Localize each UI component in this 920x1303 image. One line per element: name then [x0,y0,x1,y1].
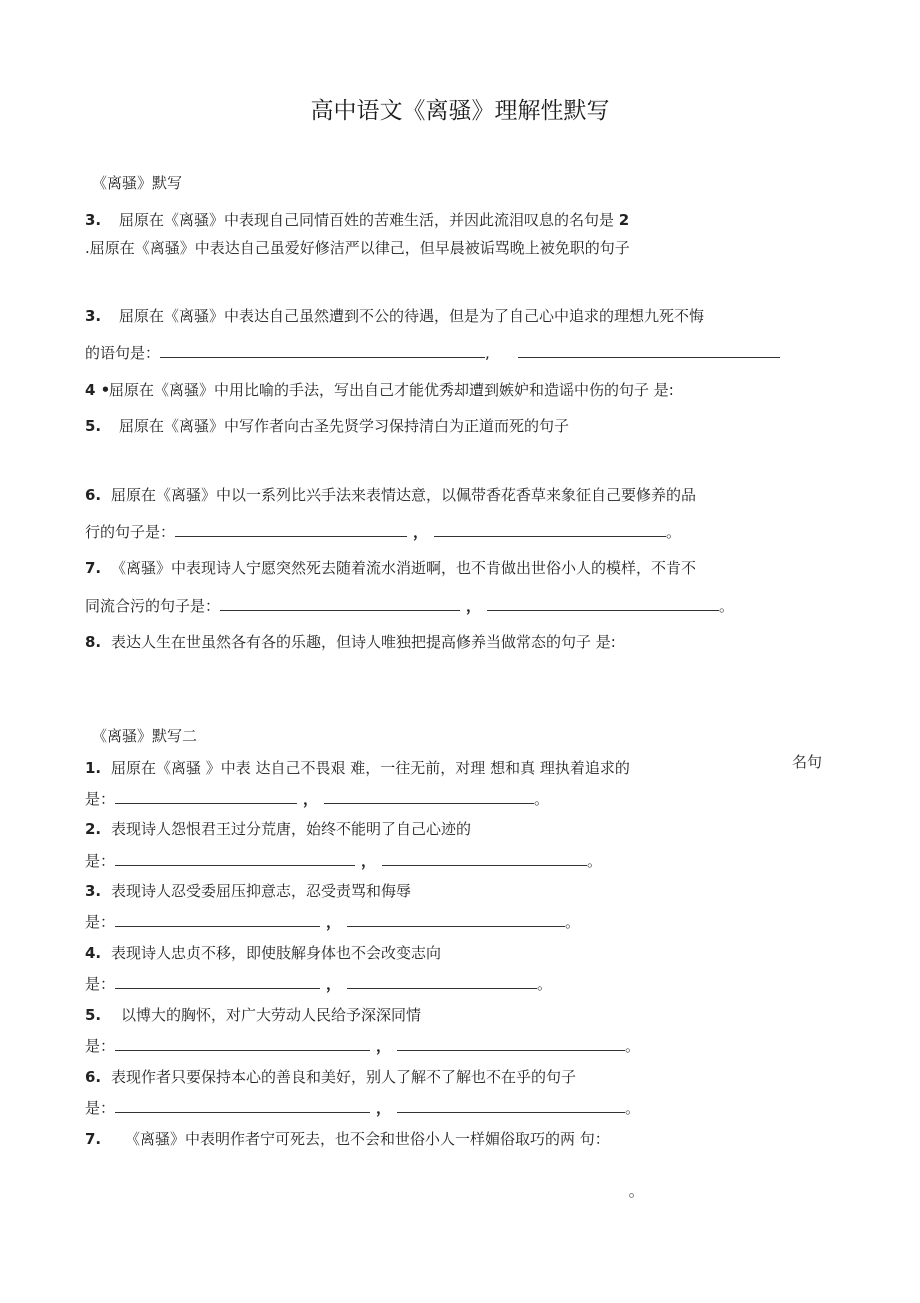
question-number: 3. [85,307,102,325]
question-text: 屈原在《离骚》中表现自己同情百姓的苦难生活，并因此流泪叹息的名句是 [119,211,615,229]
answer-blank[interactable] [382,851,587,866]
answer-prefix: 行的句子是： [85,523,176,541]
answer-blank[interactable] [115,974,320,989]
question-number: 6. [85,486,102,504]
question-text: 表现诗人怨恨君王过分荒唐，始终不能明了自己心迹的 [111,820,472,838]
separator: ， [361,852,377,870]
answer-prefix: 是： [85,1037,116,1055]
separator: ， [326,975,342,993]
answer-blank[interactable] [115,851,355,866]
question-number: 6. [85,1068,102,1086]
question-number: 4 • [85,381,111,399]
question-number: 5. [85,1006,102,1024]
question-2-5 [85,1005,421,1025]
question-number: 7. [85,1130,102,1148]
answer-line [85,789,549,809]
question-text: 表达人生在世虽然各有各的乐趣，但诗人唯独把提高修养当做常态的句子 是: [111,633,616,651]
question-2-1 [85,758,630,778]
end-mark: 。 [534,790,550,808]
question-2-3 [85,881,411,901]
answer-line [85,522,681,542]
section-heading-1: 《离骚》默写 [92,174,183,192]
answer-blank[interactable] [324,789,534,804]
separator: , [485,344,490,362]
question-tail: 2 [618,211,630,229]
separator: ， [466,597,482,615]
question-number: 5. [85,417,102,435]
question-number: 3. [85,211,102,229]
separator: ， [326,913,342,931]
page-marker-dot [629,1193,634,1198]
answer-blank[interactable] [487,596,719,611]
separator: ， [376,1099,392,1117]
question-1-3b [85,306,704,326]
answer-line [85,1098,640,1118]
answer-blank[interactable] [347,974,537,989]
question-text: 《离骚》中表明作者宁可死去，也不会和世俗小人一样媚俗取巧的两 句： [125,1130,610,1148]
question-number: 3. [85,882,102,900]
answer-prefix: 是： [85,975,116,993]
answer-line [85,596,734,616]
question-number: 7. [85,559,102,577]
answer-blank[interactable] [397,1098,625,1113]
answer-blank[interactable] [347,912,565,927]
end-mark: 。 [719,597,735,615]
end-mark: 。 [565,913,581,931]
question-text: 表现诗人忍受委屈压抑意志，忍受责骂和侮辱 [111,882,412,900]
answer-line [85,974,552,994]
question-text: 以博大的胸怀，对广大劳动人民给予深深同情 [121,1006,422,1024]
separator: ， [376,1037,392,1055]
answer-prefix: 是： [85,913,116,931]
answer-blank[interactable] [115,912,320,927]
question-text: 屈原在《离骚》中以一系列比兴手法来表情达意，以佩带香花香草来象征自己要修养的品 [111,486,697,504]
question-number: 2. [85,820,102,838]
question-2-4 [85,943,441,963]
question-1-3 [85,210,629,230]
answer-blank[interactable] [397,1036,625,1051]
answer-blank[interactable] [434,522,666,537]
section-heading-2: 《离骚》默写二 [92,727,198,745]
answer-blank[interactable] [115,1098,370,1113]
answer-blank[interactable] [115,1036,370,1051]
answer-prefix: 是： [85,852,116,870]
question-1-6 [85,485,696,505]
answer-line [85,1036,640,1056]
question-1-5 [85,416,569,436]
answer-line [85,851,602,871]
answer-blank[interactable] [115,789,297,804]
question-1-7 [85,558,696,578]
answer-prefix: 的语句是： [85,344,161,362]
question-text: 表现诗人忠贞不移，即使肢解身体也不会改变志向 [111,944,442,962]
answer-blank[interactable] [175,522,407,537]
answer-blank[interactable] [160,343,485,358]
end-mark: 。 [537,975,553,993]
end-mark: 。 [666,523,682,541]
answer-prefix: 是： [85,1099,116,1117]
question-1-4 [85,380,674,400]
separator: ， [413,523,429,541]
answer-prefix: 是： [85,790,116,808]
page-title: 高中语文《离骚》理解性默写 [310,98,610,124]
question-number: 4. [85,944,102,962]
question-1-8 [85,632,616,652]
question-2-7 [85,1129,610,1149]
question-text: 《离骚》中表现诗人宁愿突然死去随着流水消逝啊，也不肯做出世俗小人的模样，不肯不 [111,559,697,577]
answer-prefix: 同流合污的句子是： [85,597,221,615]
end-mark: 。 [625,1099,641,1117]
question-text: 表现作者只要保持本心的善良和美好，别人了解不了解也不在乎的句子 [111,1068,577,1086]
question-number: 8. [85,633,102,651]
end-mark: 。 [625,1037,641,1055]
answer-line [85,912,580,932]
question-number: 1. [85,759,102,777]
question-text: 屈原在《离骚 》中表 达自己不畏艰 难，一往无前，对理 想和真 理执着追求的 [111,759,630,777]
question-2-2 [85,819,471,839]
answer-blank[interactable] [220,596,460,611]
side-note: 名句 [792,753,823,771]
answer-blank[interactable] [518,343,780,358]
question-2-6 [85,1067,576,1087]
question-text: 屈原在《离骚》中写作者向古圣先贤学习保持清白为正道而死的句子 [119,417,570,435]
separator: ， [303,790,319,808]
answer-line [85,343,780,363]
question-1-2: .屈原在《离骚》中表达自己虽爱好修洁严以律己，但早晨被诟骂晚上被免职的句子 [85,239,630,257]
end-mark: 。 [587,852,603,870]
question-text: 屈原在《离骚》中表达自己虽然遭到不公的待遇，但是为了自己心中追求的理想九死不悔 [119,307,705,325]
question-text: 屈原在《离骚》中用比喻的手法，写出自己才能优秀却遭到嫉妒和造谣中伤的句子 是: [109,381,674,399]
